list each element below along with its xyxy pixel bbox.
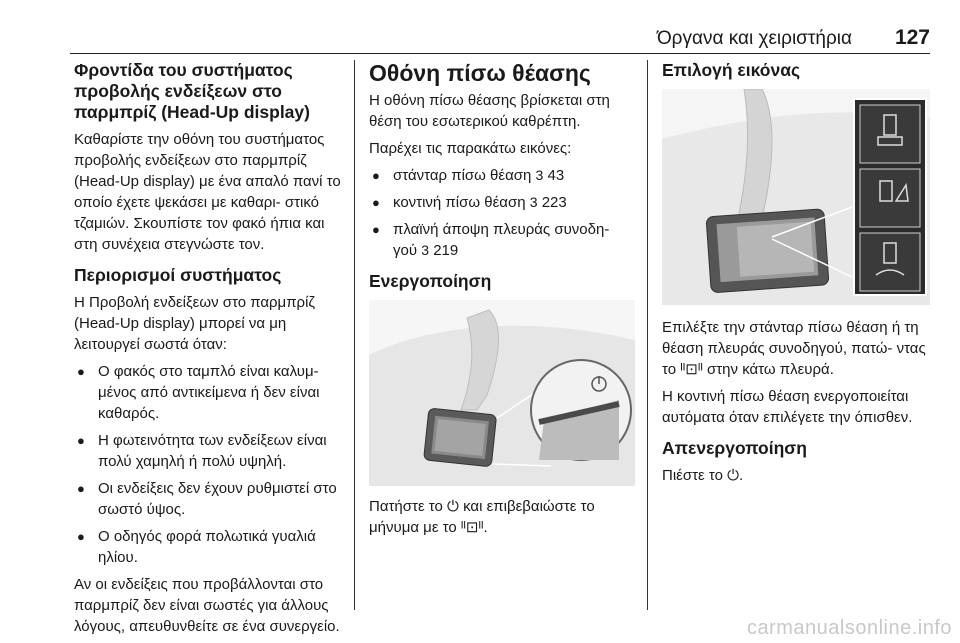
mirror-illustration-svg bbox=[369, 300, 635, 486]
rear-view-mirror-illustration bbox=[369, 300, 635, 486]
list-item: ● πλαϊνή άποψη πλευράς συνοδη- γού 3 219 bbox=[369, 219, 635, 261]
power-icon: ⏻ bbox=[727, 467, 739, 484]
close-view-text: Η κοντινή πίσω θέαση ενεργοποιείται αυτόματα όταν επιλέγετε την όπισθεν. bbox=[662, 388, 913, 426]
camera-button-icon: ᴵᴵ⊡ᴵᴵ bbox=[460, 519, 484, 536]
page-header bbox=[70, 24, 930, 54]
section-title-activation: Ενεργοποίηση bbox=[369, 271, 492, 291]
camera-button-icon: ᴵᴵ⊡ᴵᴵ bbox=[680, 361, 703, 378]
column-divider bbox=[354, 60, 355, 610]
section-title-deactivation: Απενεργοποίηση bbox=[662, 438, 807, 458]
chapter-title: Όργανα και χειριστήρια bbox=[656, 28, 852, 49]
section-title-limitations: Περιορισμοί συστήματος bbox=[74, 265, 282, 285]
closing-text: Αν οι ενδείξεις που προβάλλονται στο παρμπρίζ δεν είναι σωστές για άλλους λόγους, απευθυνθείτε σε ένα συνεργείο. bbox=[74, 576, 340, 635]
views-list bbox=[369, 165, 635, 261]
column-2 bbox=[369, 60, 635, 544]
section-title-rear-view: Οθόνη πίσω θέασης bbox=[369, 60, 591, 86]
rear-view-intro-2: Παρέχει τις παρακάτω εικόνες: bbox=[369, 140, 572, 157]
column-divider bbox=[647, 60, 648, 610]
limitations-intro: Η Προβολή ενδείξεων στο παρμπρίζ (Head-Up display) μπορεί να μη λειτουργεί σωστά όταν: bbox=[74, 294, 316, 353]
column-3 bbox=[662, 60, 932, 492]
list-item: ● στάνταρ πίσω θέαση 3 43 bbox=[369, 165, 635, 186]
list-item: ● κοντινή πίσω θέαση 3 223 bbox=[369, 192, 635, 213]
list-item: ● Η φωτεινότητα των ενδείξεων είναι πολύ χαμηλή ή πολύ υψηλή. bbox=[74, 430, 346, 472]
limitations-list bbox=[74, 361, 346, 568]
image-selection-text: Επιλέξτε την στάνταρ πίσω θέαση ή τη θέαση πλευράς συνοδηγού, πατώ- ντας το ᴵᴵ⊡ᴵᴵ στην κάτω πλευρά. bbox=[662, 319, 926, 378]
image-selection-illustration bbox=[662, 89, 930, 305]
section-title-hud-care: Φροντίδα του συστήματος προβολής ενδείξεων στο παρμπρίζ (Head-Up display) bbox=[74, 60, 310, 122]
list-item: ● Οι ενδείξεις δεν έχουν ρυθμιστεί στο σωστό ύψος. bbox=[74, 478, 346, 520]
page-number: 127 bbox=[894, 26, 930, 49]
column-1 bbox=[74, 60, 346, 643]
hud-care-text: Καθαρίστε την οθόνη του συστήματος προβολής ενδείξεων στο παρμπρίζ (Head-Up display) με ένα απαλό πανί το οποίο έχετε ψεκάσει με καθαρι- στικό τζαμιών. Σκουπίστε τον φακό ήπια και στη συνέχεια στεγνώστε τον. bbox=[74, 131, 341, 253]
list-item: ● Ο φακός στο ταμπλό είναι καλυμ- μένος από αντικείμενα ή δεν είναι καθαρός. bbox=[74, 361, 346, 424]
deactivation-text: Πιέστε το ⏻. bbox=[662, 467, 744, 484]
section-title-image-selection: Επιλογή εικόνας bbox=[662, 60, 801, 80]
list-item: ● Ο οδηγός φορά πολωτικά γυαλιά ηλίου. bbox=[74, 526, 346, 568]
watermark: carmanualsonline.info bbox=[746, 617, 952, 639]
activation-text: Πατήστε το ⏻ και επιβεβαιώστε το μήνυμα με το ᴵᴵ⊡ᴵᴵ. bbox=[369, 498, 595, 536]
rear-view-intro: Η οθόνη πίσω θέασης βρίσκεται στη θέση του εσωτερικού καθρέπτη. bbox=[369, 92, 610, 130]
power-icon: ⏻ bbox=[447, 498, 459, 515]
header-rule bbox=[70, 53, 930, 54]
image-selection-svg bbox=[662, 89, 930, 305]
